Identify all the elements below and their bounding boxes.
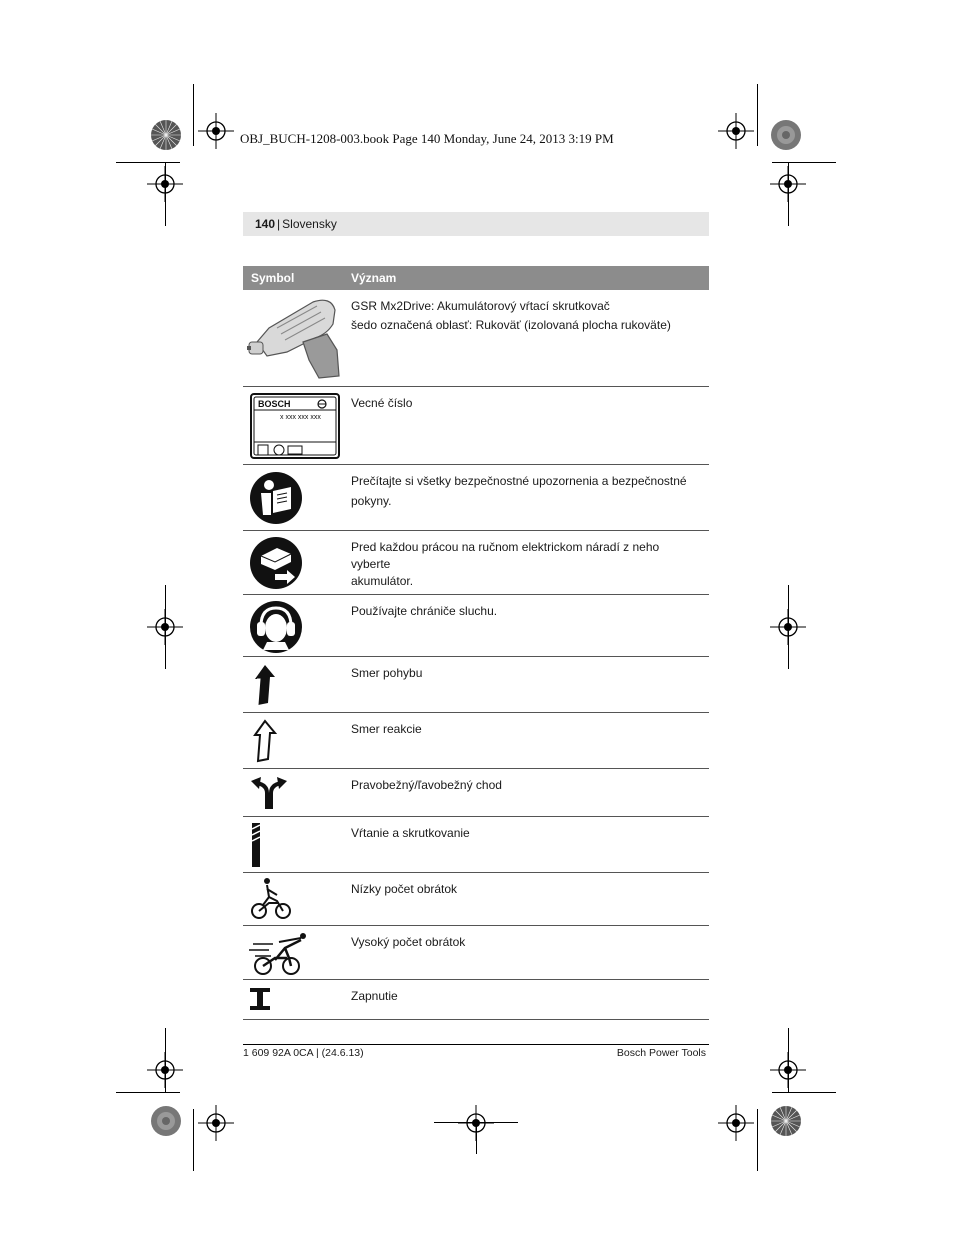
color-rosette-icon: [150, 119, 182, 151]
registration-mark-icon: [770, 166, 806, 202]
registration-mark-icon: [770, 609, 806, 645]
description-line: Pred každou prácou na ručnom elektrickom náradí z neho vyberte: [351, 540, 660, 571]
description-line: šedo označená oblasť: Rukoväť (izolovaná plocha rukoväte): [351, 318, 671, 332]
row-description: [351, 298, 701, 334]
hearing-protection-icon: [249, 600, 303, 654]
description-line: akumulátor.: [351, 574, 414, 588]
registration-mark-icon: [198, 1105, 234, 1141]
table-row: [243, 387, 709, 465]
print-header: OBJ_BUCH-1208-003.book Page 140 Monday, June 24, 2013 3:19 PM: [240, 131, 614, 146]
color-rosette-icon: [770, 1105, 802, 1137]
outline-arrow-icon: [251, 719, 279, 763]
registration-mark-icon: [458, 1105, 494, 1141]
description-line: Nízky počet obrátok: [351, 882, 458, 896]
description-line: GSR Mx2Drive: Akumulátorový vŕtací skrutkovač: [351, 299, 610, 313]
registration-mark-icon: [147, 166, 183, 202]
registration-mark-icon: [718, 1105, 754, 1141]
description-line: pokyny.: [351, 494, 392, 508]
registration-mark-icon: [198, 113, 234, 149]
table-row: [243, 657, 709, 713]
row-description: [351, 395, 701, 412]
registration-mark-icon: [147, 1052, 183, 1088]
row-description: [351, 721, 701, 738]
page-separator: |: [277, 217, 281, 231]
table-row: [243, 713, 709, 769]
footer-rule: [243, 1044, 709, 1045]
description-line: Pravobežný/ľavobežný chod: [351, 778, 502, 792]
row-description: [351, 603, 701, 620]
description-line: Vysoký počet obrátok: [351, 935, 466, 949]
cordless-screwdriver-icon: [247, 294, 343, 380]
row-description: [351, 988, 701, 1005]
page-language: Slovensky: [282, 217, 337, 231]
read-manual-icon: [249, 471, 303, 525]
gray-rosette-icon: [150, 1105, 182, 1137]
meaning-column-header: Význam: [351, 271, 397, 285]
table-row: [243, 465, 709, 531]
description-line: Vecné číslo: [351, 396, 413, 410]
table-row: [243, 290, 709, 387]
remove-battery-icon: [249, 536, 303, 590]
footer-document-code: 1 609 92A 0CA | (24.6.13): [243, 1047, 364, 1059]
row-description: [351, 881, 701, 898]
row-description: [351, 825, 701, 842]
description-line: Smer reakcie: [351, 722, 422, 736]
description-line: Zapnutie: [351, 989, 398, 1003]
description-line: Prečítajte si všetky bezpečnostné upozornenia a bezpečnostné: [351, 474, 687, 488]
forward-reverse-icon: [249, 775, 289, 811]
table-row: [243, 980, 709, 1020]
row-description: [351, 473, 701, 510]
description-line: Vŕtanie a skrutkovanie: [351, 826, 470, 840]
page-number: 140: [255, 217, 276, 231]
registration-mark-icon: [147, 609, 183, 645]
description-line: Smer pohybu: [351, 666, 423, 680]
slow-cyclist-icon: [249, 877, 293, 921]
table-row: [243, 531, 709, 595]
table-header: [243, 266, 709, 290]
table-row: [243, 817, 709, 873]
switch-on-icon: [249, 986, 271, 1012]
row-description: [351, 777, 701, 794]
page-header-band: [243, 212, 709, 236]
plate-number: x xxx xxx xxx: [280, 414, 321, 421]
symbol-column-header: Symbol: [251, 271, 295, 285]
registration-mark-icon: [718, 113, 754, 149]
table-row: [243, 595, 709, 657]
fast-cyclist-icon: [249, 930, 311, 976]
description-line: Používajte chrániče sluchu.: [351, 604, 498, 618]
row-description: [351, 934, 701, 951]
filled-arrow-icon: [251, 663, 279, 707]
type-plate-icon: [250, 393, 340, 459]
table-row: [243, 926, 709, 980]
drill-bit-icon: [249, 821, 263, 869]
table-row: [243, 873, 709, 926]
footer-publisher: Bosch Power Tools: [616, 1047, 706, 1059]
gray-rosette-icon: [770, 119, 802, 151]
row-description: [351, 539, 701, 590]
plate-brand: BOSCH: [258, 399, 291, 409]
row-description: [351, 665, 701, 682]
registration-mark-icon: [770, 1052, 806, 1088]
table-row: [243, 769, 709, 817]
